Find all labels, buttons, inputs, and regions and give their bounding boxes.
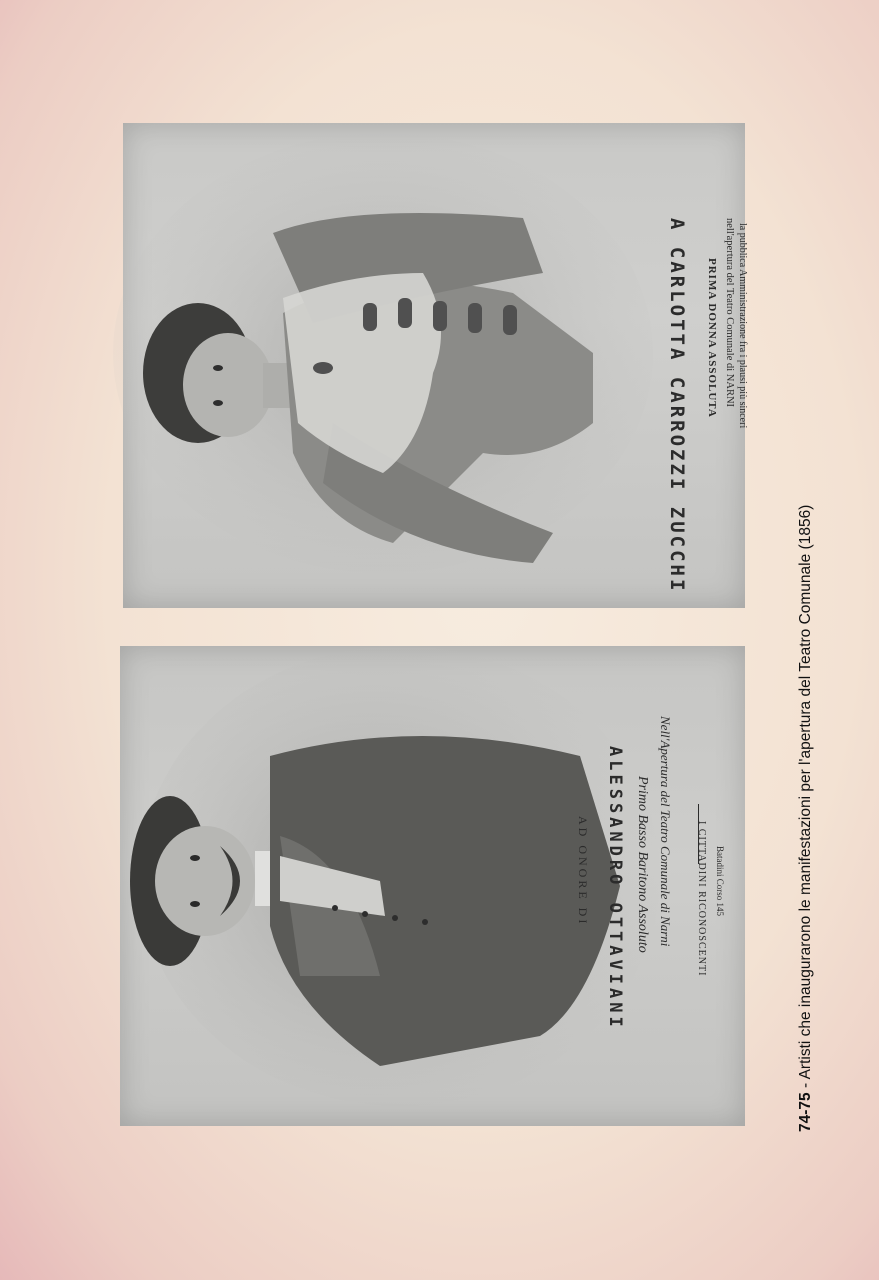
ottaviani-line2: I CITTADINI RICONOSCENTI bbox=[696, 821, 707, 977]
zucchi-role: PRIMA DONNA ASSOLUTA bbox=[706, 258, 718, 418]
portrait-ottaviani-drawing bbox=[120, 646, 745, 1126]
figure-number: 74-75 bbox=[797, 1092, 814, 1132]
portrait-zucchi-drawing bbox=[123, 123, 745, 608]
portrait-zucchi-plate bbox=[123, 123, 748, 608]
ottaviani-role: Primo Basso Baritono Assoluto bbox=[635, 776, 650, 953]
ottaviani-dedication: AD ONORE DI bbox=[576, 816, 590, 927]
portrait-ottaviani-plate bbox=[120, 646, 745, 1126]
zucchi-line1: nell'apertura del Teatro Comunale di NARNI bbox=[724, 218, 735, 408]
figure-caption-text: - Artisti che inaugurarono le manifestazioni per l'apertura del Teatro Comunale (1856) bbox=[797, 504, 814, 1093]
figure-caption bbox=[797, 505, 815, 1132]
ottaviani-name: ALESSANDRO OTTAVIANI bbox=[605, 746, 625, 1031]
zucchi-name: A CARLOTTA CARROZZI ZUCCHI bbox=[666, 218, 688, 594]
zucchi-line2: la pubblica Amministrazione fra i plausi più sinceri bbox=[737, 223, 748, 429]
ottaviani-line3: Batadini Corso 145 bbox=[715, 846, 725, 916]
ottaviani-line1: Nell'Apertura del Teatro Comunale di Narni bbox=[658, 716, 673, 947]
